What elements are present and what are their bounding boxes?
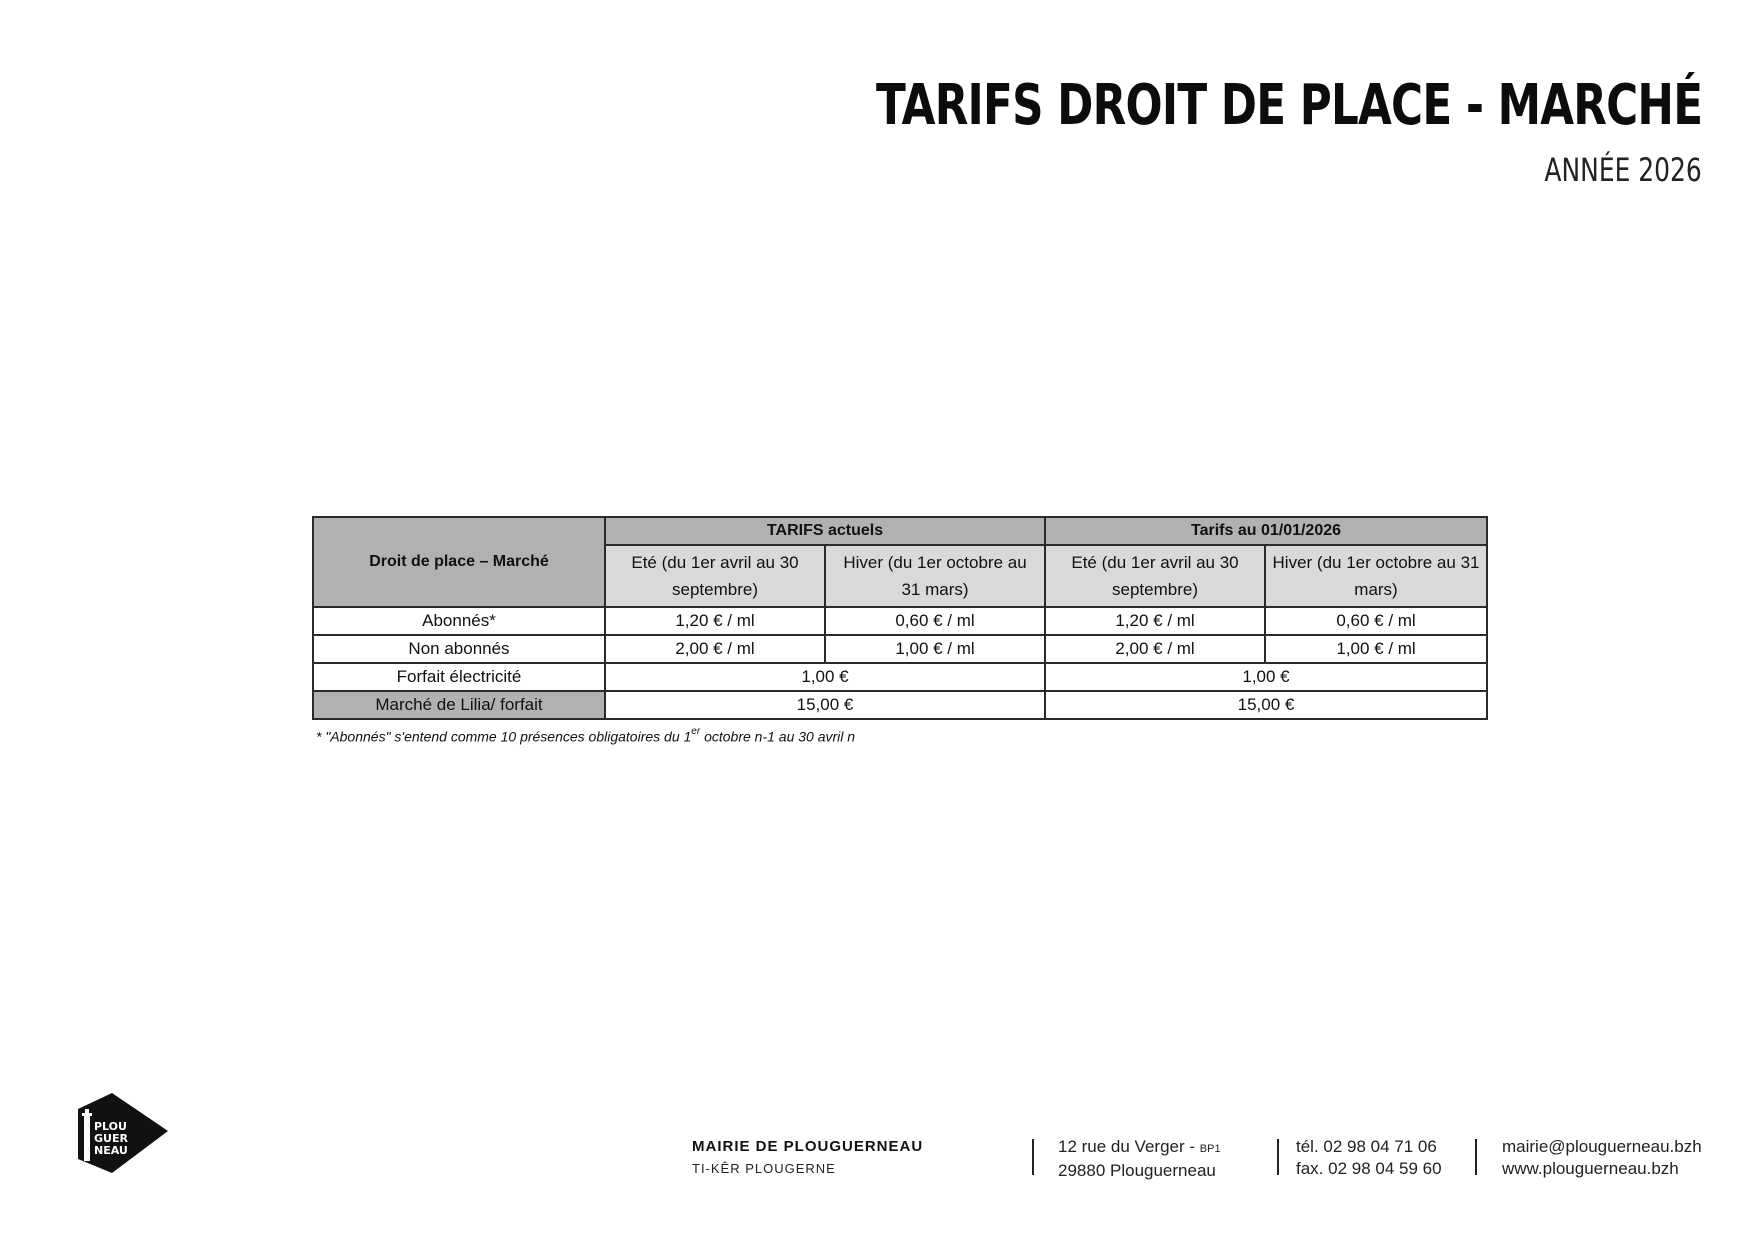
footer-contact-block xyxy=(1502,1136,1702,1180)
table-row xyxy=(313,691,1487,719)
footer-address xyxy=(1058,1136,1221,1182)
row-label: Forfait électricité xyxy=(313,663,605,691)
footnote-text: * "Abonnés" s'entend comme 10 présences obligatoires du 1 xyxy=(316,728,692,745)
table-cell: 1,20 € / ml xyxy=(605,607,825,635)
address-line1: 12 rue du Verger - xyxy=(1058,1137,1200,1156)
table-cell: 1,00 € / ml xyxy=(825,635,1045,663)
table-cell: 1,00 € xyxy=(1045,663,1487,691)
group-header-2026: Tarifs au 01/01/2026 xyxy=(1045,517,1487,545)
logo-text-line: GUER xyxy=(94,1132,128,1145)
org-subtitle: TI-KÊR PLOUGERNE xyxy=(692,1161,836,1176)
row-header-cell: Droit de place – Marché xyxy=(313,517,605,607)
address-line2: 29880 Plouguerneau xyxy=(1058,1161,1216,1180)
phone-number: tél. 02 98 04 71 06 xyxy=(1296,1137,1437,1156)
subheader-cell: Eté (du 1er avril au 30 septembre) xyxy=(605,545,825,607)
row-label: Non abonnés xyxy=(313,635,605,663)
footnote-superscript: er xyxy=(691,726,701,737)
table-cell: 2,00 € / ml xyxy=(1045,635,1265,663)
fax-number: fax. 02 98 04 59 60 xyxy=(1296,1159,1442,1178)
address-bp: BP1 xyxy=(1199,1143,1221,1155)
footer-divider xyxy=(1277,1139,1279,1175)
footer-phone-block xyxy=(1296,1136,1442,1180)
table-cell: 0,60 € / ml xyxy=(1265,607,1487,635)
table-cell: 1,00 € / ml xyxy=(1265,635,1487,663)
row-label: Marché de Lilia/ forfait xyxy=(313,691,605,719)
website-link[interactable]: www.plouguerneau.bzh xyxy=(1502,1159,1679,1178)
logo-text-line: PLOU xyxy=(94,1120,127,1133)
footer-divider xyxy=(1475,1139,1477,1175)
logo-text-line: NEAU xyxy=(94,1144,128,1157)
footer-divider xyxy=(1032,1139,1034,1175)
email-link[interactable]: mairie@plouguerneau.bzh xyxy=(1502,1137,1702,1156)
plouguerneau-logo xyxy=(76,1093,168,1173)
table-cell: 0,60 € / ml xyxy=(825,607,1045,635)
table-cell: 1,20 € / ml xyxy=(1045,607,1265,635)
table-cell: 2,00 € / ml xyxy=(605,635,825,663)
table-cell: 15,00 € xyxy=(605,691,1045,719)
tarifs-table xyxy=(312,516,1488,720)
subheader-cell: Hiver (du 1er octobre au 31 mars) xyxy=(1265,545,1487,607)
table-cell: 1,00 € xyxy=(605,663,1045,691)
table-row xyxy=(313,663,1487,691)
subheader-cell: Hiver (du 1er octobre au 31 mars) xyxy=(825,545,1045,607)
page-title: TARIFS DROIT DE PLACE - MARCHÉ xyxy=(875,73,1702,138)
table-row xyxy=(313,635,1487,663)
table-header-row xyxy=(313,517,1487,545)
page-subtitle: ANNÉE 2026 xyxy=(1544,151,1702,189)
subheader-cell: Eté (du 1er avril au 30 septembre) xyxy=(1045,545,1265,607)
footnote xyxy=(316,728,855,745)
table-cell: 15,00 € xyxy=(1045,691,1487,719)
table-row xyxy=(313,607,1487,635)
row-label: Abonnés* xyxy=(313,607,605,635)
org-name: MAIRIE DE PLOUGUERNEAU xyxy=(692,1138,924,1155)
footnote-text-end: octobre n-1 au 30 avril n xyxy=(700,728,856,745)
group-header-current: TARIFS actuels xyxy=(605,517,1045,545)
